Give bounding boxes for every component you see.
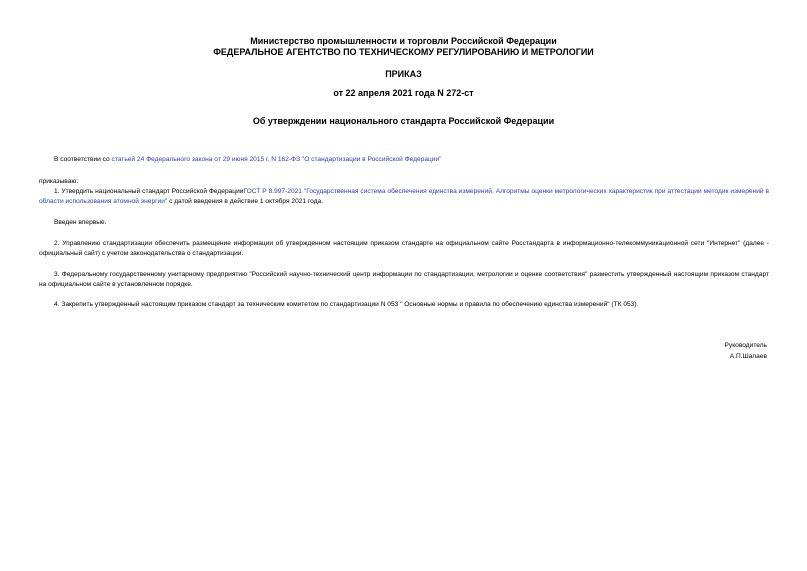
item-4-paragraph: 4. Закрепить утвержденный настоящим приказом стандарт за техническим комитетом по стандартизации N 053 " Основные нормы и правила по обеспечению единства измерений" (ТК 053). (54, 301, 639, 308)
basis-prefix: В соответствии со (54, 156, 112, 163)
gost-standard-link[interactable]: ГОСТ Р 8.997-2021 "Государственная система обеспечения единства измерений. Алгоритмы оценки метрологических характеристик при аттестации методик измерений в области использования атомной энергии" (39, 188, 769, 205)
item-3-paragraph: 3. Федеральному государственному унитарному предприятию "Российский научно-технический центр информации по стандартизации, метрологии и оценке соответствия" разместить утвержденный настоящим приказом стандарт на официальном сайте в установленном порядке. (39, 271, 769, 288)
order-date: от 22 апреля 2021 года N 272-ст (333, 88, 474, 98)
intro-note: Введен впервые. (54, 219, 107, 226)
item-1-paragraph (39, 187, 769, 207)
order-word: приказываю: (39, 178, 79, 185)
signatory-name: А.П.Шалаев (729, 353, 767, 360)
item-2-paragraph: 2. Управлению стандартизации обеспечить размещение информации об утвержденном настоящим приказом стандарте на официальном сайте Росстандарта в информационно-телекоммуникационной сети "Интернет" (далее - официальный сайт) с учетом законодательства о стандартизации. (39, 240, 769, 257)
item-1-prefix: 1. Утвердить национальный стандарт Российской Федерации (54, 188, 244, 195)
order-title: ПРИКАЗ (385, 69, 422, 79)
order-subject: Об утверждении национального стандарта Российской Федерации (252, 116, 555, 126)
agency-name: ФЕДЕРАЛЬНОЕ АГЕНТСТВО ПО ТЕХНИЧЕСКОМУ РЕГУЛИРОВАНИЮ И МЕТРОЛОГИИ (213, 47, 594, 57)
basis-paragraph (39, 155, 769, 165)
signatory-role: Руководитель (724, 342, 767, 349)
federal-law-link[interactable]: статьей 24 Федерального закона от 29 июня 2015 г. N 162-ФЗ "О стандартизации в Российской Федерации" (111, 156, 442, 163)
ministry-name: Министерство промышленности и торговли Российской Федерации (250, 36, 557, 46)
item-1-suffix: с датой введения в действие 1 октября 2021 года. (167, 198, 324, 205)
